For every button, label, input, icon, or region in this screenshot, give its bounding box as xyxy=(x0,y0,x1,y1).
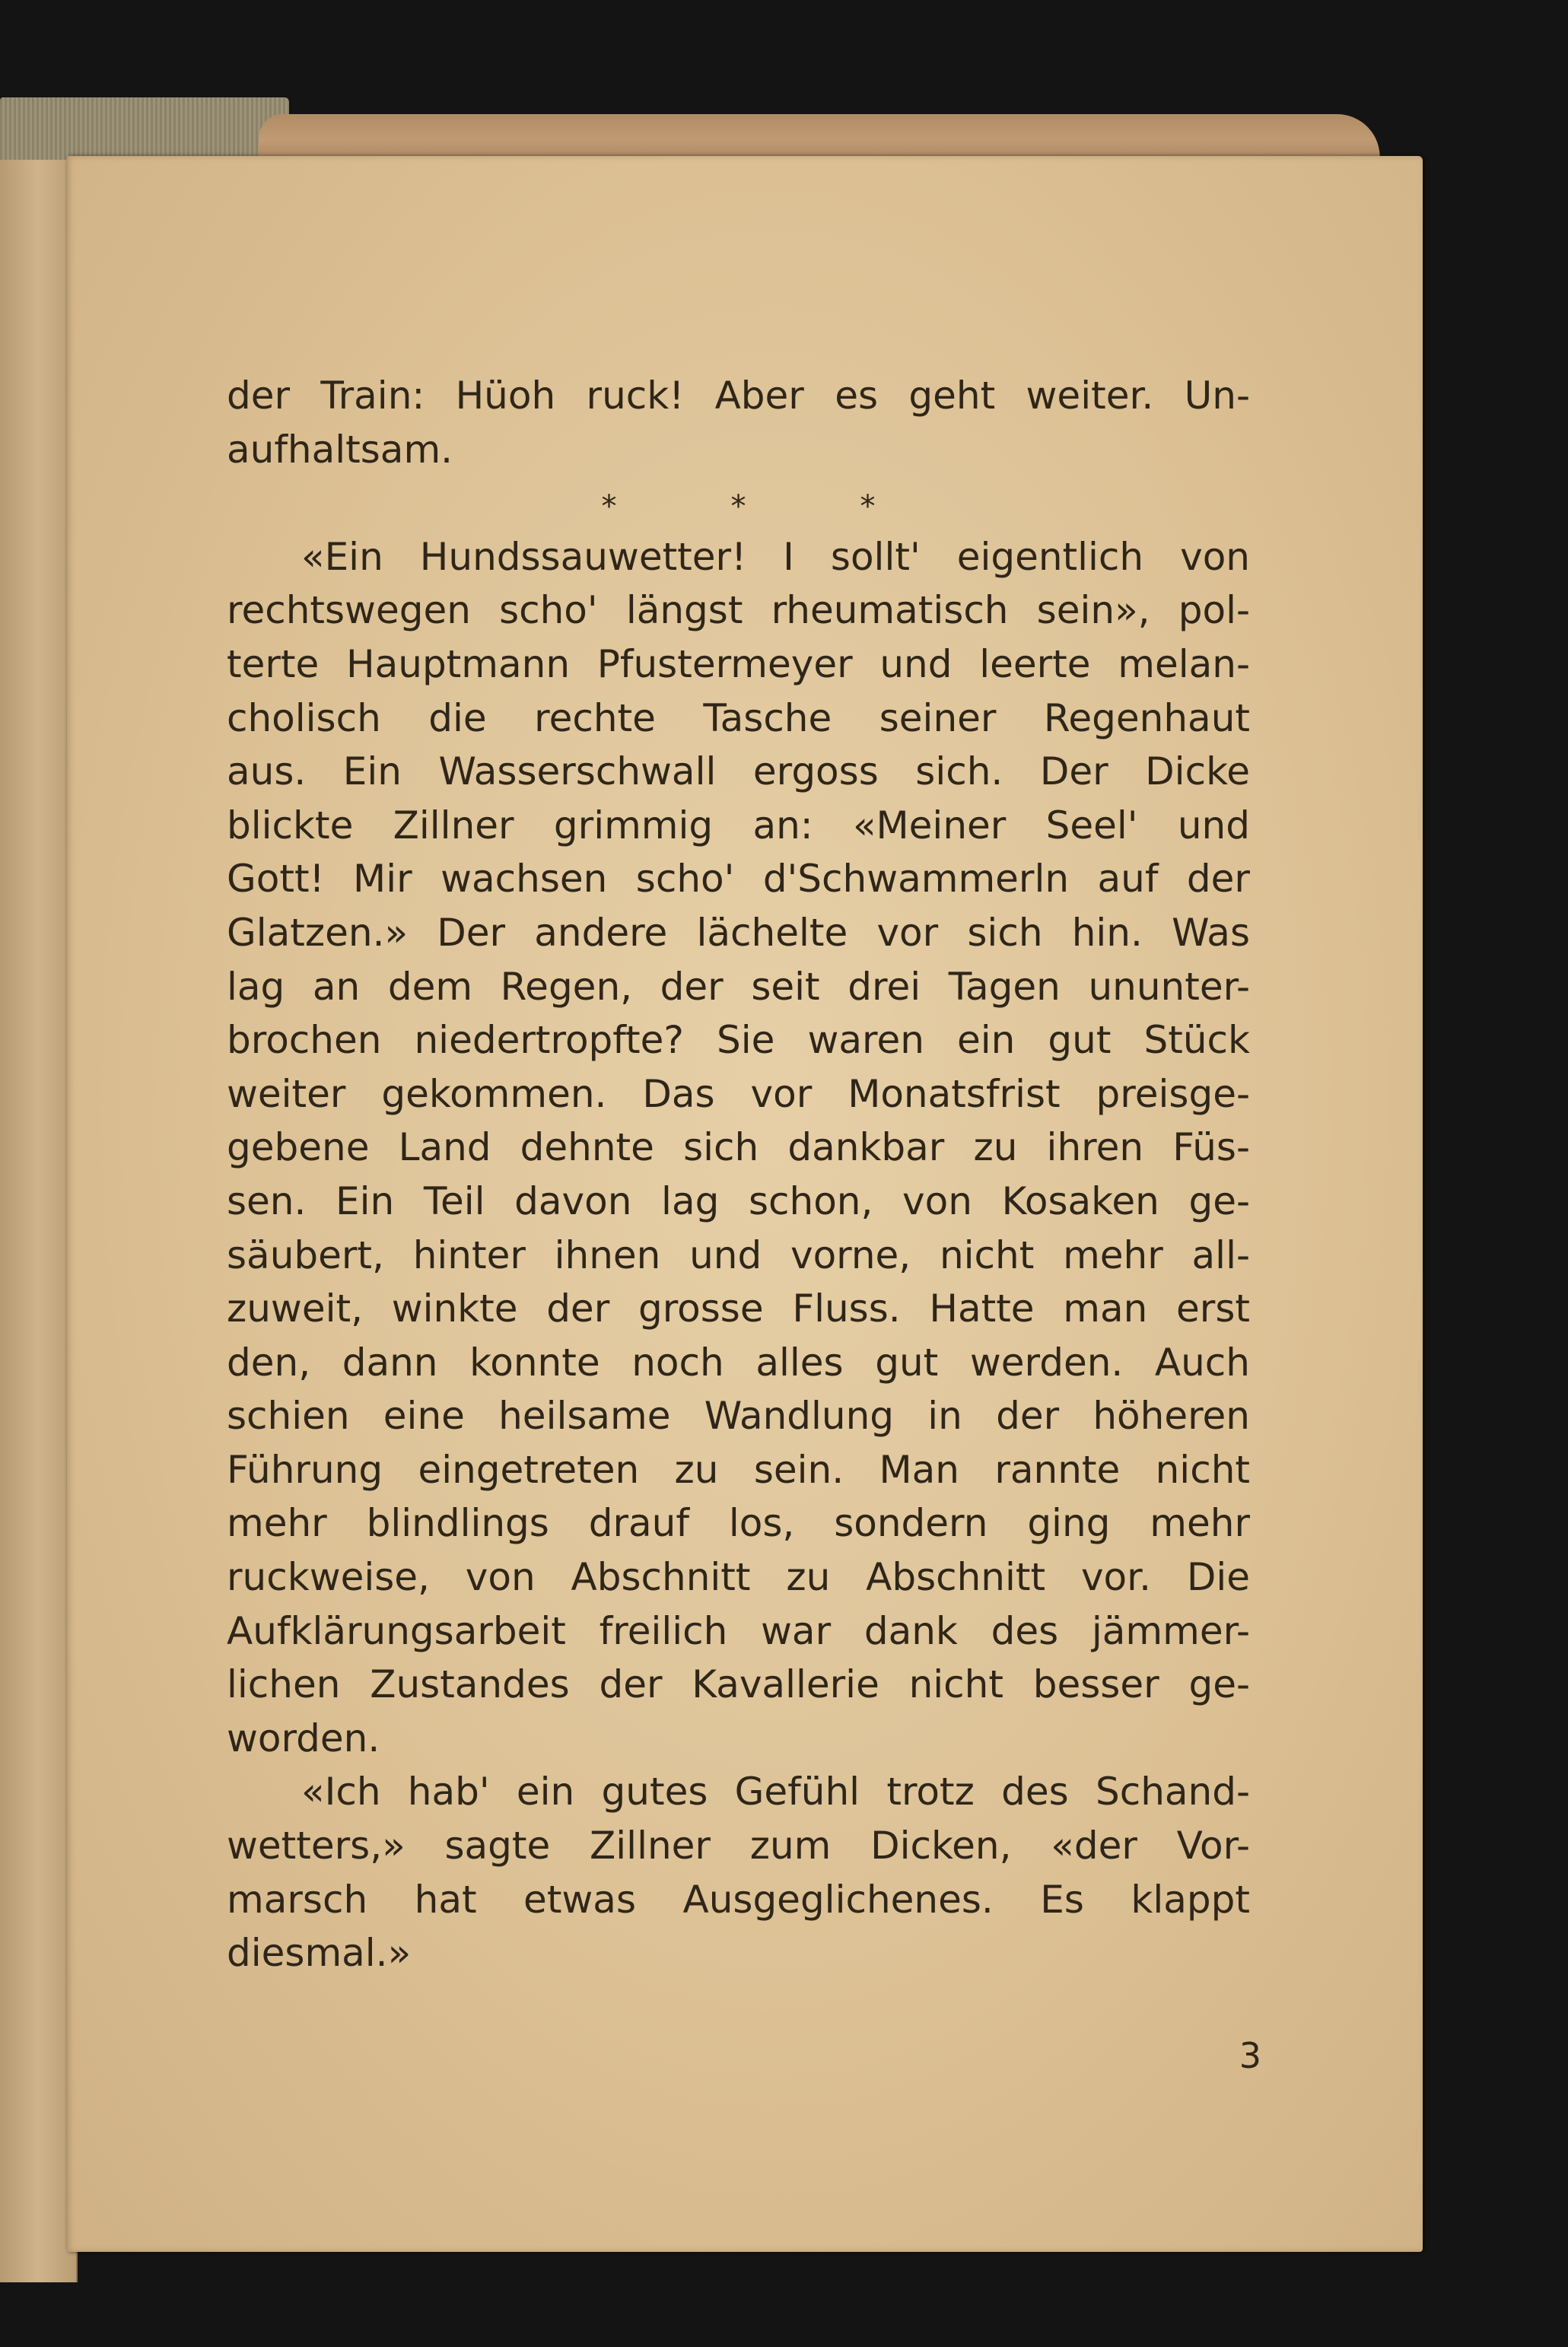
text-line: Führung eingetreten zu sein. Man rannte nicht xyxy=(227,1447,1250,1492)
text-line: «Ich hab' ein gutes Gefühl trotz des Schand- xyxy=(301,1770,1250,1814)
text-line: rechtswegen scho' längst rheumatisch sein», pol- xyxy=(227,588,1250,633)
text-line: lag an dem Regen, der seit drei Tagen ununter- xyxy=(227,964,1250,1009)
text-line: blickte Zillner grimmig an: «Meiner Seel' und xyxy=(227,803,1250,848)
page-number: 3 xyxy=(1239,2035,1261,2076)
text-line: gebene Land dehnte sich dankbar zu ihren Füs- xyxy=(227,1125,1250,1170)
separator-asterisk: * xyxy=(601,489,617,525)
text-line: schien eine heilsame Wandlung in der höheren xyxy=(227,1394,1250,1439)
text-line: Aufklärungsarbeit freilich war dank des jämmer- xyxy=(227,1608,1250,1653)
text-line: weiter gekommen. Das vor Monatsfrist preisge- xyxy=(227,1071,1250,1116)
text-line: terte Hauptmann Pfustermeyer und leerte melan- xyxy=(227,641,1250,686)
text-line: säubert, hinter ihnen und vorne, nicht mehr all- xyxy=(227,1232,1250,1277)
text-line: wetters,» sagte Zillner zum Dicken, «der Vor- xyxy=(227,1824,1250,1868)
page-text xyxy=(227,369,1250,1980)
text-line: marsch hat etwas Ausgeglichenes. Es klappt xyxy=(227,1877,1250,1922)
text-line: lichen Zustandes der Kavallerie nicht besser ge- xyxy=(227,1662,1250,1707)
text-line: brochen niedertropfte? Sie waren ein gut Stück xyxy=(227,1018,1250,1063)
text-line: diesmal.» xyxy=(227,1931,412,1976)
text-line: worden. xyxy=(227,1716,380,1760)
text-line: ruckweise, von Abschnitt zu Abschnitt vor. Die xyxy=(227,1555,1250,1600)
text-line: sen. Ein Teil davon lag schon, von Kosaken ge- xyxy=(227,1178,1250,1223)
text-line: aufhaltsam. xyxy=(227,427,453,472)
separator-asterisk: * xyxy=(860,489,876,525)
text-line: zuweit, winkte der grosse Fluss. Hatte man erst xyxy=(227,1286,1250,1331)
book-page xyxy=(67,156,1423,2252)
text-line: aus. Ein Wasserschwall ergoss sich. Der Dicke xyxy=(227,749,1250,794)
text-line: mehr blindlings drauf los, sondern ging mehr xyxy=(227,1501,1250,1546)
text-line: Gott! Mir wachsen scho' d'Schwammerln auf der xyxy=(227,857,1250,902)
text-line: den, dann konnte noch alles gut werden. Auch xyxy=(227,1340,1250,1385)
section-separator xyxy=(227,476,1250,530)
left-page-edge xyxy=(0,160,78,2282)
separator-asterisk: * xyxy=(730,489,746,525)
text-line: der Train: Hüoh ruck! Aber es geht weiter. Un- xyxy=(227,374,1250,418)
text-line: cholisch die rechte Tasche seiner Regenhaut xyxy=(227,695,1250,740)
text-line: «Ein Hundssauwetter! I sollt' eigentlich von xyxy=(301,534,1250,579)
text-line: Glatzen.» Der andere lächelte vor sich hin. Was xyxy=(227,910,1250,955)
